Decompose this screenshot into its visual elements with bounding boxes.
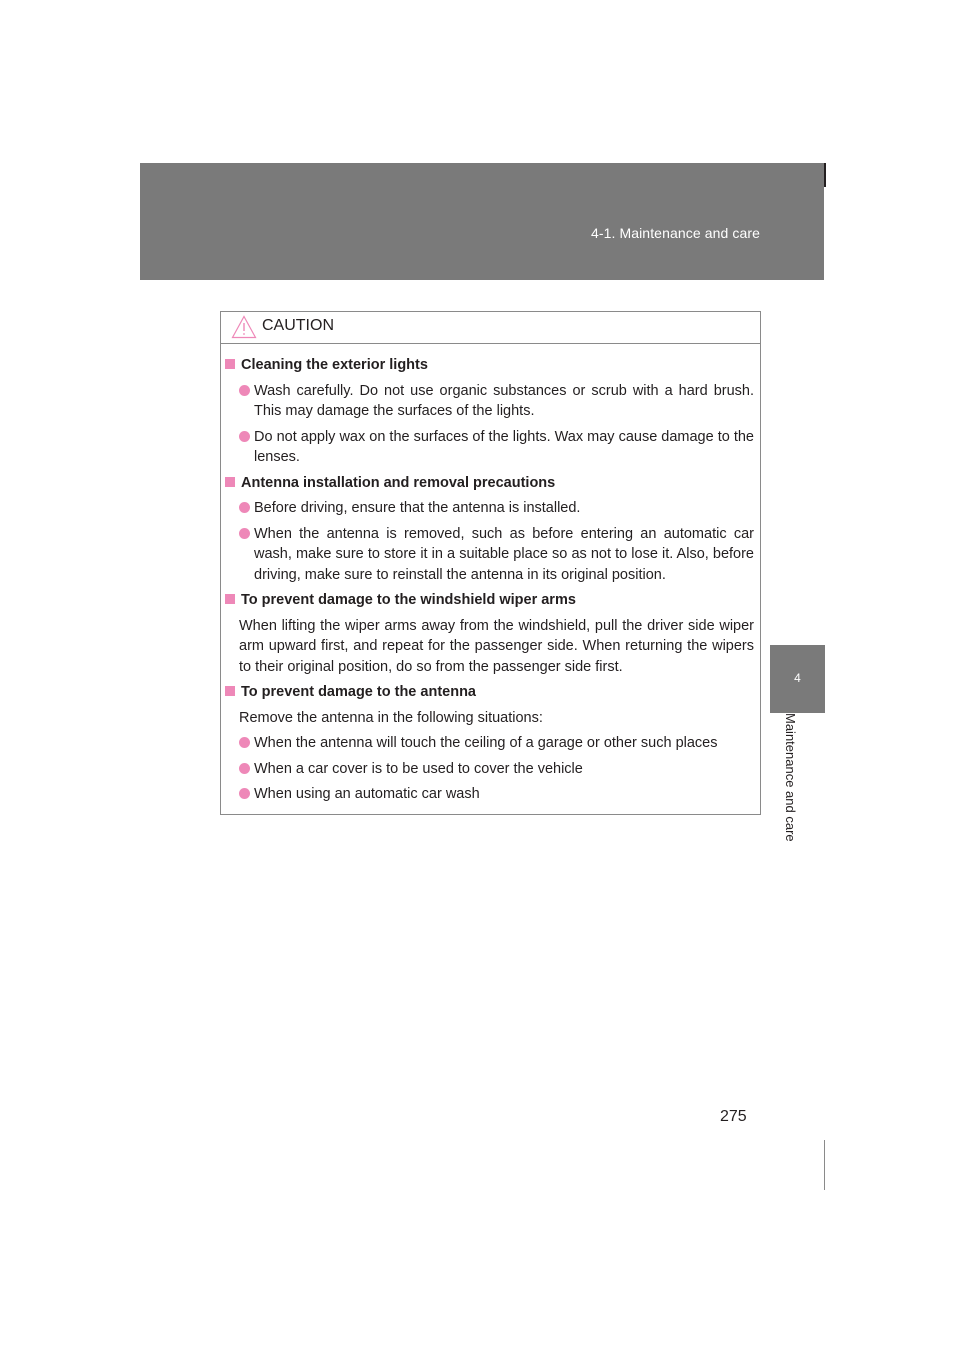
round-bullet-icon: [239, 502, 250, 513]
paragraph: Remove the antenna in the following situations:: [239, 709, 543, 726]
header-band: [140, 163, 824, 280]
caution-box: [220, 311, 761, 815]
corner-mark: [824, 163, 826, 187]
paragraph: When lifting the wiper arms away from the windshield, pull the driver side wiper arm upward first, and repeat for the passenger side. When returning the wipers to their original position, do so from the passenger side first.: [239, 617, 754, 675]
caution-header: [221, 312, 760, 344]
square-bullet-icon: [225, 359, 235, 369]
round-bullet-icon: [239, 763, 250, 774]
round-bullet-icon: [239, 528, 250, 539]
section-heading: To prevent damage to the antenna: [225, 682, 754, 703]
caution-content: [221, 344, 760, 810]
page-number: 275: [720, 1108, 747, 1125]
round-bullet-icon: [239, 788, 250, 799]
square-bullet-icon: [225, 594, 235, 604]
list-item: When the antenna will touch the ceiling of a garage or other such places: [239, 733, 754, 754]
round-bullet-icon: [239, 737, 250, 748]
list-item: When a car cover is to be used to cover the vehicle: [239, 759, 754, 780]
square-bullet-icon: [225, 686, 235, 696]
section-heading: Antenna installation and removal precautions: [225, 473, 754, 494]
chapter-label-band: [770, 713, 825, 927]
section-title: 4-1. Maintenance and care: [590, 225, 760, 241]
warning-triangle-icon: [231, 315, 257, 339]
chapter-tab: [770, 645, 825, 713]
section-heading: Cleaning the exterior lights: [225, 355, 754, 376]
chapter-number: 4: [794, 671, 801, 685]
list-item: When using an automatic car wash: [239, 784, 754, 805]
list-item: Do not apply wax on the surfaces of the lights. Wax may cause damage to the lenses.: [239, 427, 754, 468]
list-item: Wash carefully. Do not use organic substances or scrub with a hard brush. This may damage the surfaces of the lights.: [239, 381, 754, 422]
list-item: Before driving, ensure that the antenna is installed.: [239, 498, 754, 519]
corner-mark: [824, 1140, 825, 1190]
section-heading: To prevent damage to the windshield wiper arms: [225, 590, 754, 611]
square-bullet-icon: [225, 477, 235, 487]
list-item: When the antenna is removed, such as before entering an automatic car wash, make sure to store it in a suitable place so as not to lose it. Also, before driving, make sure to reinstall the antenna in its original position.: [239, 524, 754, 586]
chapter-label: Maintenance and care: [783, 713, 798, 842]
round-bullet-icon: [239, 431, 250, 442]
round-bullet-icon: [239, 385, 250, 396]
caution-title: CAUTION: [262, 317, 334, 334]
